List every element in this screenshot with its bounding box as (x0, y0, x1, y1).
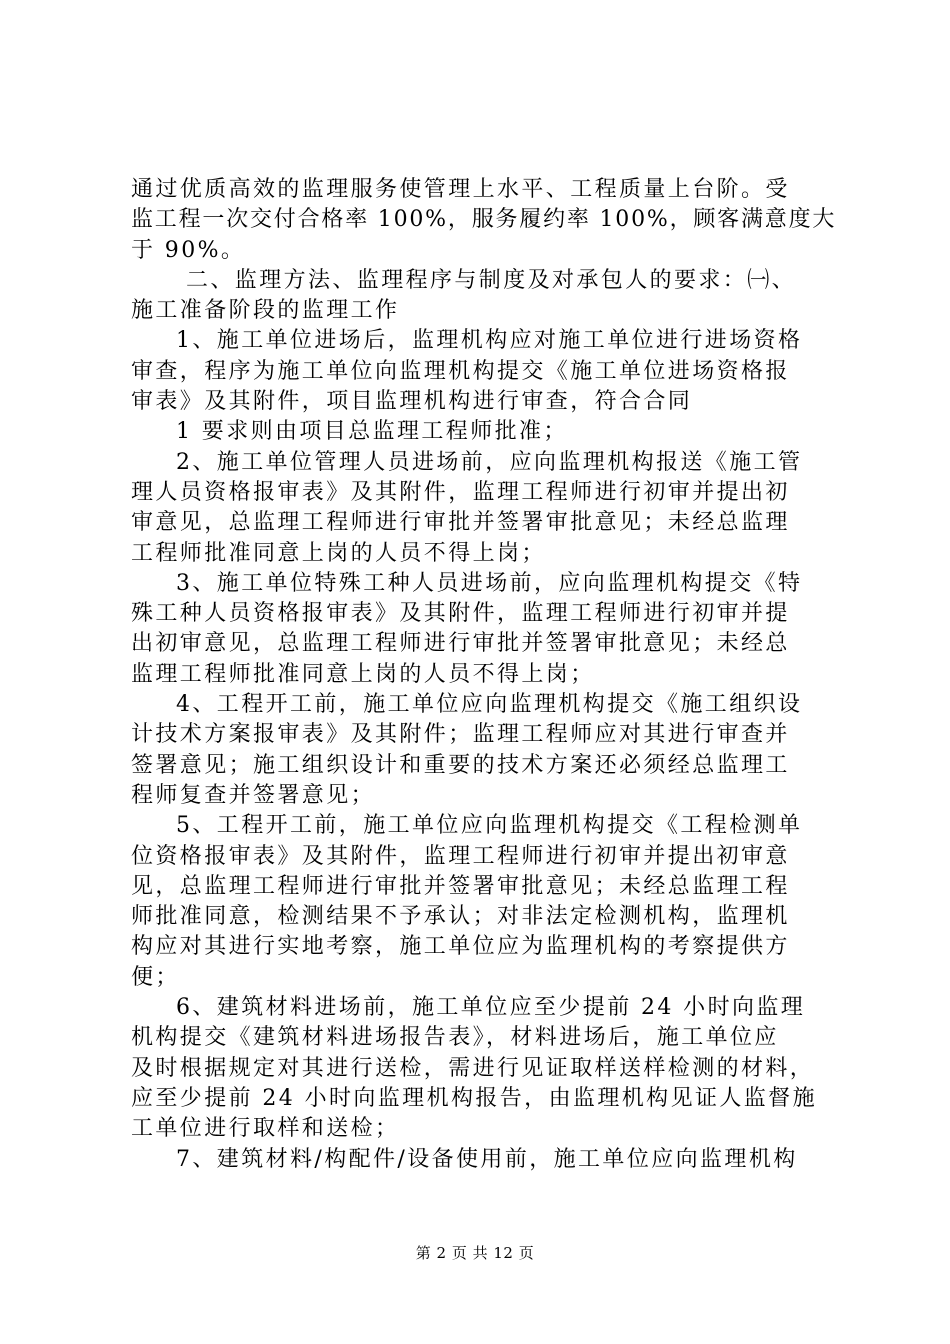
text-line: 理人员资格报审表》及其附件，监理工程师进行初审并提出初 (131, 479, 790, 505)
text-line: 二、监理方法、监理程序与制度及对承包人的要求：㈠、 (186, 267, 797, 293)
page-footer: 第 2 页 共 12 页 (415, 1244, 535, 1262)
text-line: 5、工程开工前，施工单位应向监理机构提交《工程检测单 (176, 813, 803, 839)
text-line: 1 要求则由项目总监理工程师批准； (176, 419, 568, 445)
text-line: 签署意见；施工组织设计和重要的技术方案还必须经总监理工 (131, 752, 790, 778)
text-line: 机构提交《建筑材料进场报告表》，材料进场后，施工单位应 (131, 1025, 779, 1051)
text-line: 审意见，总监理工程师进行审批并签署审批意见；未经总监理 (131, 510, 790, 536)
text-line: 见，总监理工程师进行审批并签署审批意见；未经总监理工程 (131, 873, 790, 899)
text-line: 殊工种人员资格报审表》及其附件，监理工程师进行初审并提 (131, 601, 790, 627)
text-line: 师批准同意，检测结果不予承认；对非法定检测机构，监理机 (131, 904, 790, 930)
text-line: 计技术方案报审表》及其附件；监理工程师应对其进行审查并 (131, 722, 790, 748)
text-line: 构应对其进行实地考察，施工单位应为监理机构的考察提供方 (131, 934, 790, 960)
document-body (131, 175, 837, 1175)
text-line: 程师复查并签署意见； (131, 782, 376, 808)
text-line: 施工准备阶段的监理工作 (131, 298, 400, 324)
text-line: 应至少提前 24 小时向监理机构报告，由监理机构见证人监督施 (131, 1085, 817, 1111)
text-line: 6、建筑材料进场前，施工单位应至少提前 24 小时向监理 (176, 995, 806, 1021)
text-line: 监理工程师批准同意上岗的人员不得上岗； (131, 661, 595, 687)
text-line: 审查，程序为施工单位向监理机构提交《施工单位进场资格报 (131, 358, 790, 384)
text-line: 7、建筑材料/构配件/设备使用前，施工单位应向监理机构 (176, 1146, 798, 1172)
text-line: 位资格报审表》及其附件，监理工程师进行初审并提出初审意 (131, 843, 790, 869)
text-line: 2、施工单位管理人员进场前，应向监理机构报送《施工管 (176, 449, 803, 475)
text-line: 审表》及其附件，项目监理机构进行审查，符合合同 (131, 389, 693, 415)
text-line: 监工程一次交付合格率 100%，服务履约率 100%，顾客满意度大 (131, 207, 837, 233)
text-line: 便； (131, 964, 180, 990)
text-line: 工程师批准同意上岗的人员不得上岗； (131, 540, 546, 566)
text-line: 1、施工单位进场后，监理机构应对施工单位进行进场资格 (176, 328, 803, 354)
text-line: 出初审意见，总监理工程师进行审批并签署审批意见；未经总 (131, 631, 790, 657)
text-line: 3、施工单位特殊工种人员进场前，应向监理机构提交《特 (176, 570, 803, 596)
text-line: 于 90%。 (131, 237, 246, 263)
text-line: 通过优质高效的监理服务使管理上水平、工程质量上台阶。受 (131, 177, 790, 202)
text-line: 及时根据规定对其进行送检，需进行见证取样送样检测的材料， (131, 1055, 815, 1081)
text-line: 工单位进行取样和送检； (131, 1116, 400, 1142)
text-line: 4、工程开工前，施工单位应向监理机构提交《施工组织设 (176, 692, 803, 718)
